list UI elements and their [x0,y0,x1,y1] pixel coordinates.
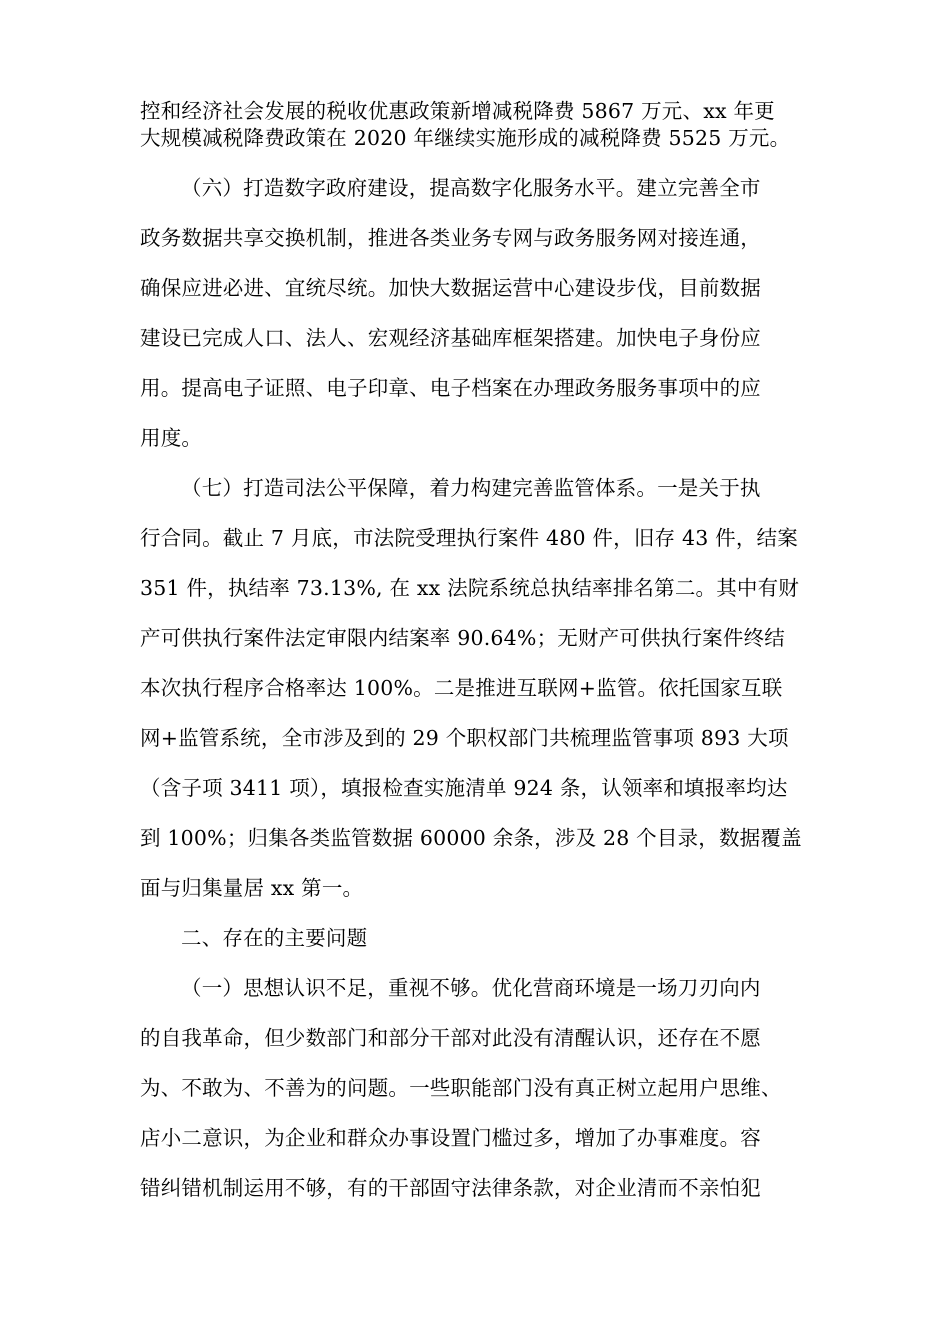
text-line: 建设已完成人口、法人、宏观经济基础库框架搭建。加快电子身份应 [140,326,761,350]
text-line: 面与归集量居 xx 第一。 [140,876,364,900]
text-line: 351 件，执结率 73.13%, 在 xx 法院系统总执结率排名第二。其中有财 [140,576,800,600]
text-line: （含子项 3411 项），填报检查实施清单 924 条，认领率和填报率均达 [140,776,788,800]
text-line: 店小二意识，为企业和群众办事设置门槛过多，增加了办事难度。容 [140,1126,761,1150]
document-body [140,98,820,1213]
text-line: 用度。 [140,426,203,450]
text-line: 行合同。截止 7 月底，市法院受理执行案件 480 件，旧存 43 件，结案 [140,526,798,550]
text-line: 为、不敢为、不善为的问题。一些职能部门没有真正树立起用户思维、 [140,1076,782,1100]
text-line: 到 100%；归集各类监管数据 60000 余条，涉及 28 个目录，数据覆盖 [140,826,802,850]
text-line: 大规模减税降费政策在 2020 年继续实施形成的减税降费 5525 万元。 [140,126,791,150]
paragraph-start-line: （六）打造数字政府建设，提高数字化服务水平。建立完善全市 [181,176,761,200]
text-line: 网+监管系统，全市涉及到的 29 个职权部门共梳理监管事项 893 大项 [140,726,789,750]
text-line: 产可供执行案件法定审限内结案率 90.64%；无财产可供执行案件终结 [140,626,785,650]
text-line: 确保应进必进、宜统尽统。加快大数据运营中心建设步伐，目前数据 [140,276,761,300]
text-line: 本次执行程序合格率达 100%。二是推进互联网+监管。依托国家互联 [140,676,783,700]
text-line: 用。提高电子证照、电子印章、电子档案在办理政务服务事项中的应 [140,376,761,400]
paragraph-start-line: （七）打造司法公平保障，着力构建完善监管体系。一是关于执 [181,476,761,500]
text-line: 政务数据共享交换机制，推进各类业务专网与政务服务网对接连通， [140,226,761,250]
text-line: 控和经济社会发展的税收优惠政策新增减税降费 5867 万元、xx 年更 [140,99,775,123]
paragraph-start-line: （一）思想认识不足，重视不够。优化营商环境是一场刀刃向内 [181,976,761,1000]
text-line: 错纠错机制运用不够，有的干部固守法律条款，对企业清而不亲怕犯 [140,1176,761,1200]
text-line: 的自我革命，但少数部门和部分干部对此没有清醒认识，还存在不愿 [140,1026,761,1050]
section-heading: 二、存在的主要问题 [181,926,368,950]
